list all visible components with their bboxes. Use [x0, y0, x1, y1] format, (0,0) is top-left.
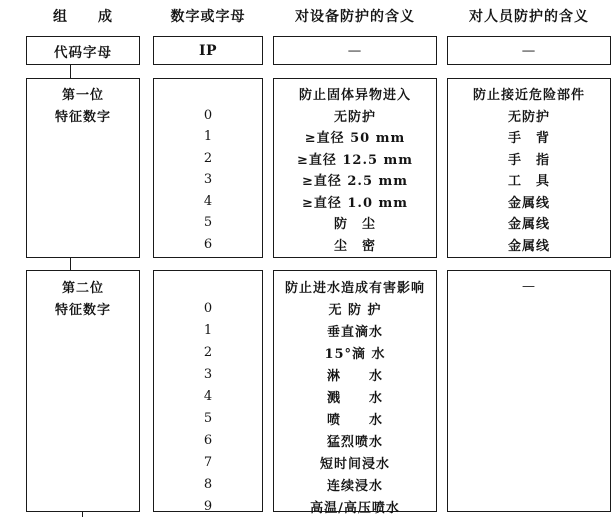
second-digit-value: 9: [203, 498, 213, 514]
second-digit-equipment-item: 15°滴 水: [324, 346, 386, 362]
first-digit-label-line2: 特征数字: [54, 109, 111, 125]
first-digit-label-box: [26, 78, 140, 258]
second-digit-equipment-item: 淋 水: [326, 368, 383, 384]
second-digit-value: 8: [203, 476, 213, 492]
first-digit-equipment-item: ≥直径 12.5 mm: [296, 152, 414, 168]
first-digit-personnel-item: 金属线: [507, 217, 550, 233]
first-digit-equipment-box: [273, 78, 437, 258]
code-letters-label: 代码字母: [54, 44, 112, 61]
first-digit-personnel-item: 手 指: [507, 152, 550, 168]
second-digit-personnel-box: [447, 270, 611, 512]
code-letters-personnel-box: [447, 36, 611, 65]
second-digit-value: 5: [203, 410, 213, 426]
column-header-equipment-meaning: 对设备防护的含义: [295, 9, 415, 25]
second-digit-equipment-item: 高温/高压喷水: [310, 500, 400, 516]
first-digit-values-box: [153, 78, 263, 258]
first-digit-equipment-item: ≥直径 50 mm: [304, 131, 406, 147]
first-digit-personnel-item: 金属线: [507, 238, 550, 254]
first-digit-equipment-item: 无防护: [333, 109, 376, 125]
second-digit-equipment-item: 连续浸水: [326, 478, 383, 494]
code-letters-personnel-dash: —: [521, 42, 537, 59]
second-digit-personnel-dash: —: [522, 278, 536, 294]
first-digit-equipment-item: 尘 密: [333, 238, 376, 254]
first-digit-equipment-item: ≥直径 1.0 mm: [301, 195, 409, 211]
connector-line: [70, 258, 71, 270]
first-digit-value: 4: [203, 193, 213, 209]
second-digit-value: 1: [203, 322, 213, 338]
second-digit-value: 4: [203, 388, 213, 404]
first-digit-personnel-item: 金属线: [507, 195, 550, 211]
code-letters-symbol-box: [153, 36, 263, 65]
first-digit-equipment-title: 防止固体异物进入: [298, 88, 411, 104]
first-digit-personnel-item: 工 具: [507, 174, 550, 190]
second-digit-value: 0: [203, 300, 213, 316]
column-header-symbol: 数字或字母: [170, 9, 246, 25]
first-digit-value: 3: [203, 172, 213, 188]
first-digit-value: 6: [203, 236, 213, 252]
second-digit-equipment-item: 垂直滴水: [326, 324, 383, 340]
connector-line: [82, 511, 83, 517]
code-letters-symbol: IP: [198, 42, 218, 59]
second-digit-value: 2: [203, 344, 213, 360]
second-digit-value: 7: [203, 454, 213, 470]
first-digit-value: 0: [203, 107, 213, 123]
first-digit-value: 5: [203, 215, 213, 231]
second-digit-value: 3: [203, 366, 213, 382]
first-digit-personnel-item: 手 背: [507, 131, 550, 147]
second-digit-value: 6: [203, 432, 213, 448]
first-digit-value: 1: [203, 129, 213, 145]
column-header-composition: 组 成: [53, 9, 113, 25]
second-digit-equipment-box: [273, 270, 437, 516]
second-digit-equipment-item: 喷 水: [326, 412, 383, 428]
second-digit-values-box: [153, 270, 263, 512]
second-digit-label-box: [26, 270, 140, 512]
code-letters-equipment-dash: —: [347, 42, 363, 59]
first-digit-label-line1: 第一位: [61, 88, 104, 104]
code-letters-equipment-box: [273, 36, 437, 65]
second-digit-label-line1: 第二位: [61, 280, 104, 296]
first-digit-personnel-item: 无防护: [507, 109, 550, 125]
second-digit-label-line2: 特征数字: [54, 302, 111, 318]
second-digit-equipment-item: 猛烈喷水: [326, 434, 383, 450]
column-header-personnel-meaning: 对人员防护的含义: [469, 9, 589, 25]
first-digit-personnel-title: 防止接近危险部件: [472, 88, 585, 104]
second-digit-equipment-item: 溅 水: [326, 390, 383, 406]
code-letters-label-box: [26, 36, 140, 65]
second-digit-equipment-title: 防止进水造成有害影响: [284, 280, 425, 296]
first-digit-equipment-item: 防 尘: [333, 217, 376, 233]
second-digit-equipment-item: 无 防 护: [328, 302, 382, 318]
first-digit-personnel-box: [447, 78, 611, 258]
connector-line: [70, 65, 71, 78]
second-digit-equipment-item: 短时间浸水: [319, 456, 390, 472]
first-digit-equipment-item: ≥直径 2.5 mm: [301, 174, 409, 190]
first-digit-value: 2: [203, 150, 213, 166]
